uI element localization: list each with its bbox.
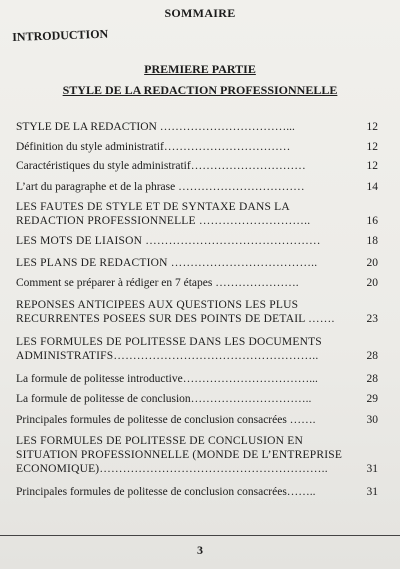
toc-entry-label: STYLE DE LA REDACTION ……………………………... — [16, 121, 295, 133]
page-number: 3 — [197, 543, 203, 557]
toc-entry — [16, 298, 392, 326]
toc-entry — [16, 485, 392, 499]
toc-entry-label: Principales formules de politesse de conclusion consacrées…….. — [16, 486, 316, 498]
toc-entry-page: 23 — [366, 313, 378, 325]
toc-entry-label: La formule de politesse de conclusion………………………….. — [16, 393, 312, 405]
toc-entry-page: 16 — [366, 215, 378, 227]
toc-entry — [16, 234, 392, 248]
toc-entry — [16, 276, 392, 290]
footer-divider — [0, 535, 400, 536]
toc-entry-page: 20 — [366, 277, 378, 289]
toc-entry-page: 31 — [366, 486, 378, 498]
toc-entry-label: Principales formules de politesse de conclusion consacrées ……. — [16, 414, 316, 426]
toc-entry-label: Définition du style administratif…………………………… — [16, 141, 291, 153]
toc-entry-page: 29 — [366, 393, 378, 405]
toc-entry-page: 20 — [366, 257, 378, 269]
toc-entry-label: LES FAUTES DE STYLE ET DE SYNTAXE DANS LA REDACTION PROFESSIONNELLE ……………………….. — [16, 201, 311, 227]
toc-entry-page: 30 — [366, 414, 378, 426]
toc-entry — [16, 413, 392, 427]
page-heading: SOMMAIRE — [164, 6, 236, 20]
toc-entry-page: 18 — [366, 235, 378, 247]
toc-entry-label: L’art du paragraphe et de la phrase …………………………… — [16, 181, 305, 193]
toc-entry — [16, 120, 392, 134]
toc-entry-label: LES PLANS DE REDACTION ……………………………….. — [16, 257, 318, 269]
toc-entry-page: 12 — [366, 141, 378, 153]
toc-entry-page: 28 — [366, 350, 378, 362]
toc-entry-label: LES FORMULES DE POLITESSE DANS LES DOCUMENTS ADMINISTRATIFS…………………………………………….. — [16, 336, 325, 362]
toc-entry — [16, 180, 392, 194]
toc-entry — [16, 335, 392, 363]
toc-entry-label: LES MOTS DE LIAISON ……………………………………… — [16, 235, 321, 247]
toc-entry — [16, 372, 392, 386]
toc-entry-page: 31 — [366, 463, 378, 475]
toc-entry-label: REPONSES ANTICIPEES AUX QUESTIONS LES PLUS RECURRENTES POSEES SUR DES POINTS DE DETAIL ……. — [16, 299, 335, 325]
introduction-heading: INTRODUCTION — [12, 26, 109, 44]
toc-entry — [16, 140, 392, 154]
toc-entry — [16, 434, 392, 476]
toc-entry-label: Caractéristiques du style administratif………………………… — [16, 160, 306, 172]
toc-entry-page: 12 — [366, 160, 378, 172]
toc-entry-page: 28 — [366, 373, 378, 385]
toc-entry-label: LES FORMULES DE POLITESSE DE CONCLUSION EN SITUATION PROFESSIONNELLE (MONDE DE L’ENTREPRISE ECONOMIQUE)………………………………………………….. — [16, 435, 346, 475]
toc-entry-label: La formule de politesse introductive……………………………... — [16, 373, 318, 385]
toc-entry-page: 12 — [366, 121, 378, 133]
toc-entry-label: Comment se préparer à rédiger en 7 étapes …………………. — [16, 277, 299, 289]
toc-entry — [16, 392, 392, 406]
toc-entry-page: 14 — [366, 181, 378, 193]
toc-entry — [16, 159, 392, 173]
part-subtitle: STYLE DE LA REDACTION PROFESSIONNELLE — [62, 83, 338, 97]
part-title: PREMIERE PARTIE — [144, 62, 256, 76]
toc-entry — [16, 256, 392, 270]
toc-entry — [16, 200, 392, 228]
